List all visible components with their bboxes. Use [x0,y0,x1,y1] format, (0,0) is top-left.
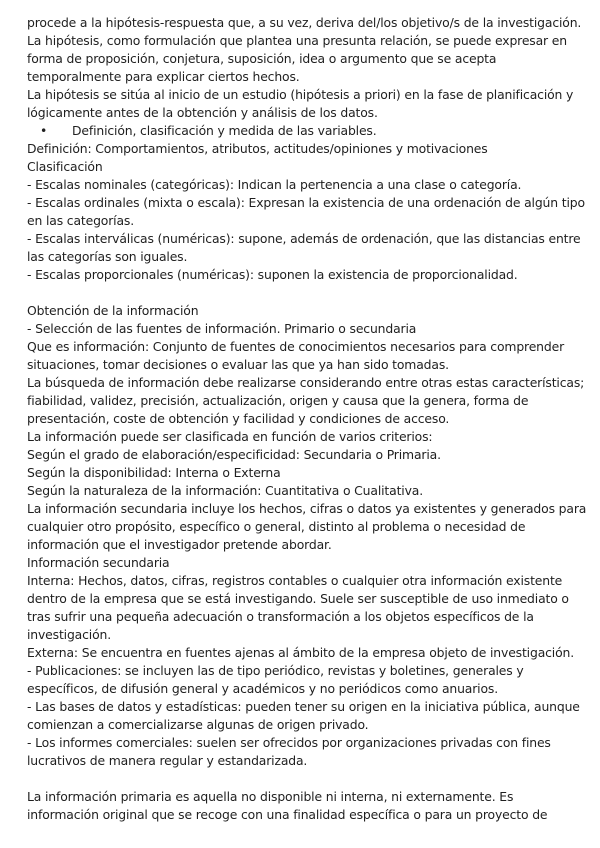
text-line: comienzan a comercializarse algunas de origen privado. [27,717,369,732]
text-line: La hipótesis, como formulación que plantea una presunta relación, se puede expresar en [27,33,567,48]
text-line: Según la naturaleza de la información: Cuantitativa o Cualitativa. [27,483,423,498]
text-line: Que es información: Conjunto de fuentes de conocimientos necesarios para comprender [27,339,565,354]
text-line: en las categorías. [27,213,135,228]
text-line: - Escalas ordinales (mixta o escala): Expresan la existencia de una ordenación de algún tipo [27,195,585,210]
text-line: situaciones, tomar decisiones o evaluar las que ya han sido tomadas. [27,357,449,372]
information-section [27,302,587,770]
text-line: dentro de la empresa que se está investigando. Suele ser susceptible de uso inmediato o [27,591,569,606]
text-line: La búsqueda de información debe realizarse considerando entre otras estas características; [27,375,585,390]
text-line: La hipótesis se sitúa al inicio de un estudio (hipótesis a priori) en la fase de planificación y [27,87,574,102]
text-line: La información puede ser clasificada en función de varios criterios: [27,429,433,444]
text-line: procede a la hipótesis-respuesta que, a su vez, deriva del/los objetivo/s de la investigación. [27,15,582,30]
bullet-text: Definición, clasificación y medida de las variables. [72,123,377,138]
bullet-item-variables [27,122,587,140]
text-line: - Los informes comerciales: suelen ser ofrecidos por organizaciones privadas con fines [27,735,551,750]
text-line: temporalmente para explicar ciertos hechos. [27,69,300,84]
text-line: investigación. [27,627,111,642]
text-line: tras sufrir una pequeña adecuación o transformación a los objetos específicos de la [27,609,534,624]
text-line: - Escalas nominales (categóricas): Indican la pertenencia a una clase o categoría. [27,177,522,192]
document-page [27,14,587,824]
text-line: fiabilidad, validez, precisión, actualización, origen y causa que la genera, forma de [27,393,529,408]
text-line: Clasificación [27,159,103,174]
text-line: información original que se recoge con una finalidad específica o para un proyecto de [27,807,548,822]
text-line: Externa: Se encuentra en fuentes ajenas al ámbito de la empresa objeto de investigación. [27,645,575,660]
text-line: La información primaria es aquella no disponible ni interna, ni externamente. Es [27,789,514,804]
text-line: - Selección de las fuentes de información. Primario o secundaria [27,321,417,336]
text-line: Definición: Comportamientos, atributos, actitudes/opiniones y motivaciones [27,141,488,156]
bullet-icon: • [40,123,48,138]
text-line: La información secundaria incluye los hechos, cifras o datos ya existentes y generados para [27,501,587,516]
paragraph-spacer [27,284,587,302]
primary-information-paragraph [27,788,587,824]
variables-section [27,140,587,284]
text-line: forma de proposición, conjetura, suposición, idea o argumento que se acepta [27,51,497,66]
text-line: Según la disponibilidad: Interna o Externa [27,465,281,480]
text-line: Según el grado de elaboración/especificidad: Secundaria o Primaria. [27,447,441,462]
text-line: presentación, coste de obtención y facilidad y condiciones de acceso. [27,411,450,426]
text-line: - Las bases de datos y estadísticas: pueden tener su origen en la iniciativa pública, aunque [27,699,580,714]
text-line: específicos, de difusión general y académicos y no periódicos como anuarios. [27,681,498,696]
text-line: lógicamente antes de la obtención y análisis de los datos. [27,105,378,120]
text-line: - Escalas proporcionales (numéricas): suponen la existencia de proporcionalidad. [27,267,518,282]
text-line: Interna: Hechos, datos, cifras, registros contables o cualquier otra información existente [27,573,563,588]
text-line: información que el investigador pretende abordar. [27,537,332,552]
text-line: las categorías son iguales. [27,249,188,264]
text-line: - Escalas interválicas (numéricas): supone, además de ordenación, que las distancias entre [27,231,581,246]
text-line: cualquier otro propósito, específico o general, distinto al problema o necesidad de [27,519,526,534]
paragraph-spacer [27,770,587,788]
section-heading: Información secundaria [27,555,170,570]
text-line: lucrativos de manera regular y estandarizada. [27,753,308,768]
hypothesis-paragraph [27,14,587,122]
section-heading: Obtención de la información [27,303,199,318]
text-line: - Publicaciones: se incluyen las de tipo periódico, revistas y boletines, generales y [27,663,524,678]
